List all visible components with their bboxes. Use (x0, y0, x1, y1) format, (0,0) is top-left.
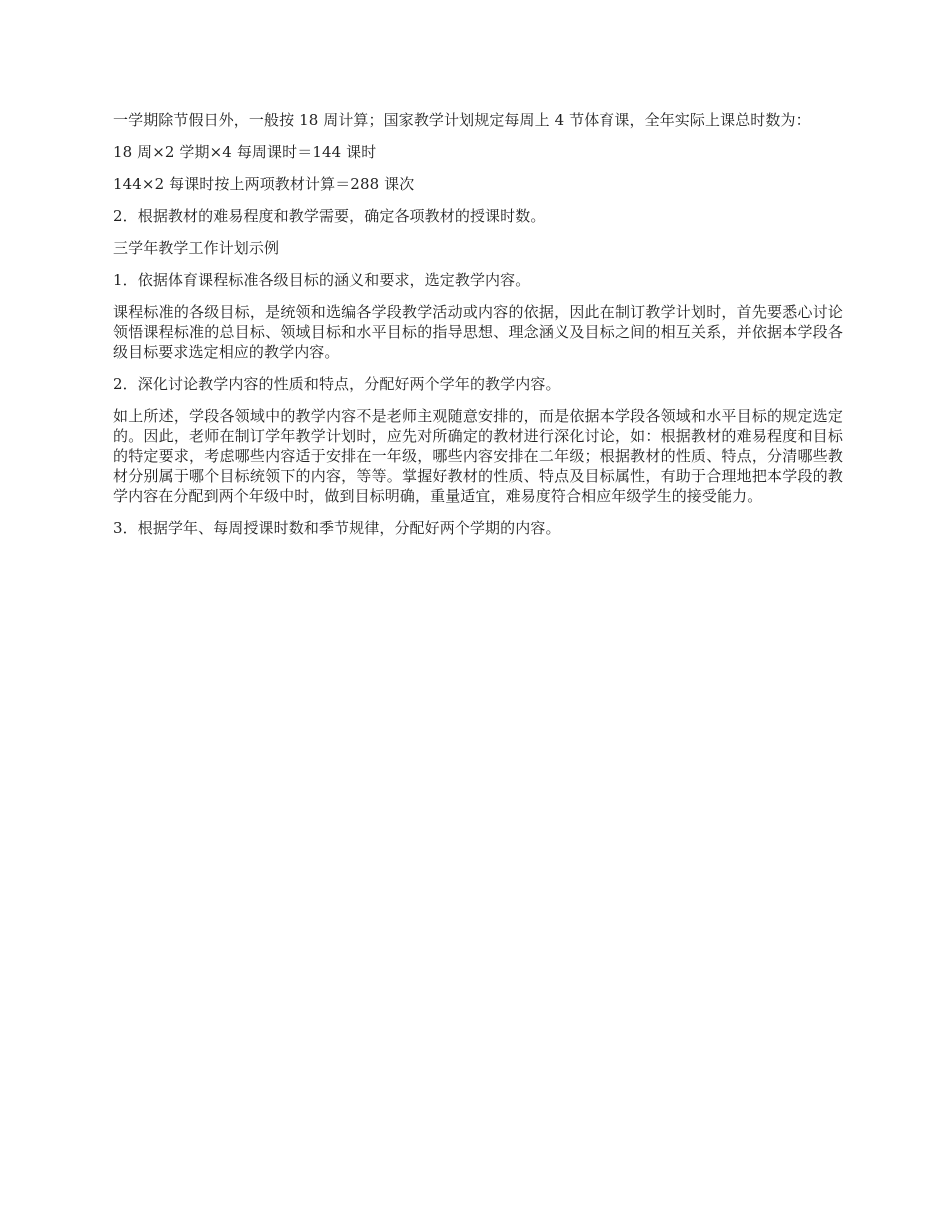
section-heading-example: 三学年教学工作计划示例 (113, 239, 280, 257)
paragraph-total-hours-formula: 18 周×2 学期×4 每周课时＝144 课时 (113, 143, 377, 161)
paragraph-semester-hours: 一学期除节假日外，一般按 18 周计算；国家教学计划规定每周上 4 节体育课，全年实际上课总时数为： (113, 111, 811, 129)
paragraph-content-analysis: 如上所述，学段各领域中的教学内容不是老师主观随意安排的，而是依据本学段各领域和水平目标的规定选定的。因此，老师在制订学年教学计划时，应先对所确定的教材进行深化讨论，如：根据教材的难易程度和目标的特定要求，考虑哪些内容适于安排在一年级，哪些内容安排在二年级；根据教材的性质、特点，分清哪些教材分别属于哪个目标统领下的内容，等等。掌握好教材的性质、特点及目标属性，有助于合理地把本学段的教学内容在分配到两个年级中时，做到目标明确，重量适宜，难易度符合相应年级学生的接受能力。 (113, 407, 843, 505)
paragraph-point-1-content: 1．依据体育课程标准各级目标的涵义和要求，选定教学内容。 (113, 271, 531, 289)
paragraph-point-2-hours: 2．根据教材的难易程度和教学需要，确定各项教材的授课时数。 (113, 207, 546, 225)
paragraph-point-3-semesters: 3．根据学年、每周授课时数和季节规律，分配好两个学期的内容。 (113, 519, 561, 537)
paragraph-total-sessions-formula: 144×2 每课时按上两项教材计算＝288 课次 (113, 175, 415, 193)
paragraph-curriculum-goals: 课程标准的各级目标，是统领和选编各学段教学活动或内容的依据，因此在制订教学计划时，首先要悉心讨论领悟课程标准的总目标、领域目标和水平目标的指导思想、理念涵义及目标之间的相互关系，并依据本学段各级目标要求选定相应的教学内容。 (113, 303, 843, 361)
document-page (113, 110, 843, 550)
paragraph-point-2-content: 2．深化讨论教学内容的性质和特点，分配好两个学年的教学内容。 (113, 375, 561, 393)
